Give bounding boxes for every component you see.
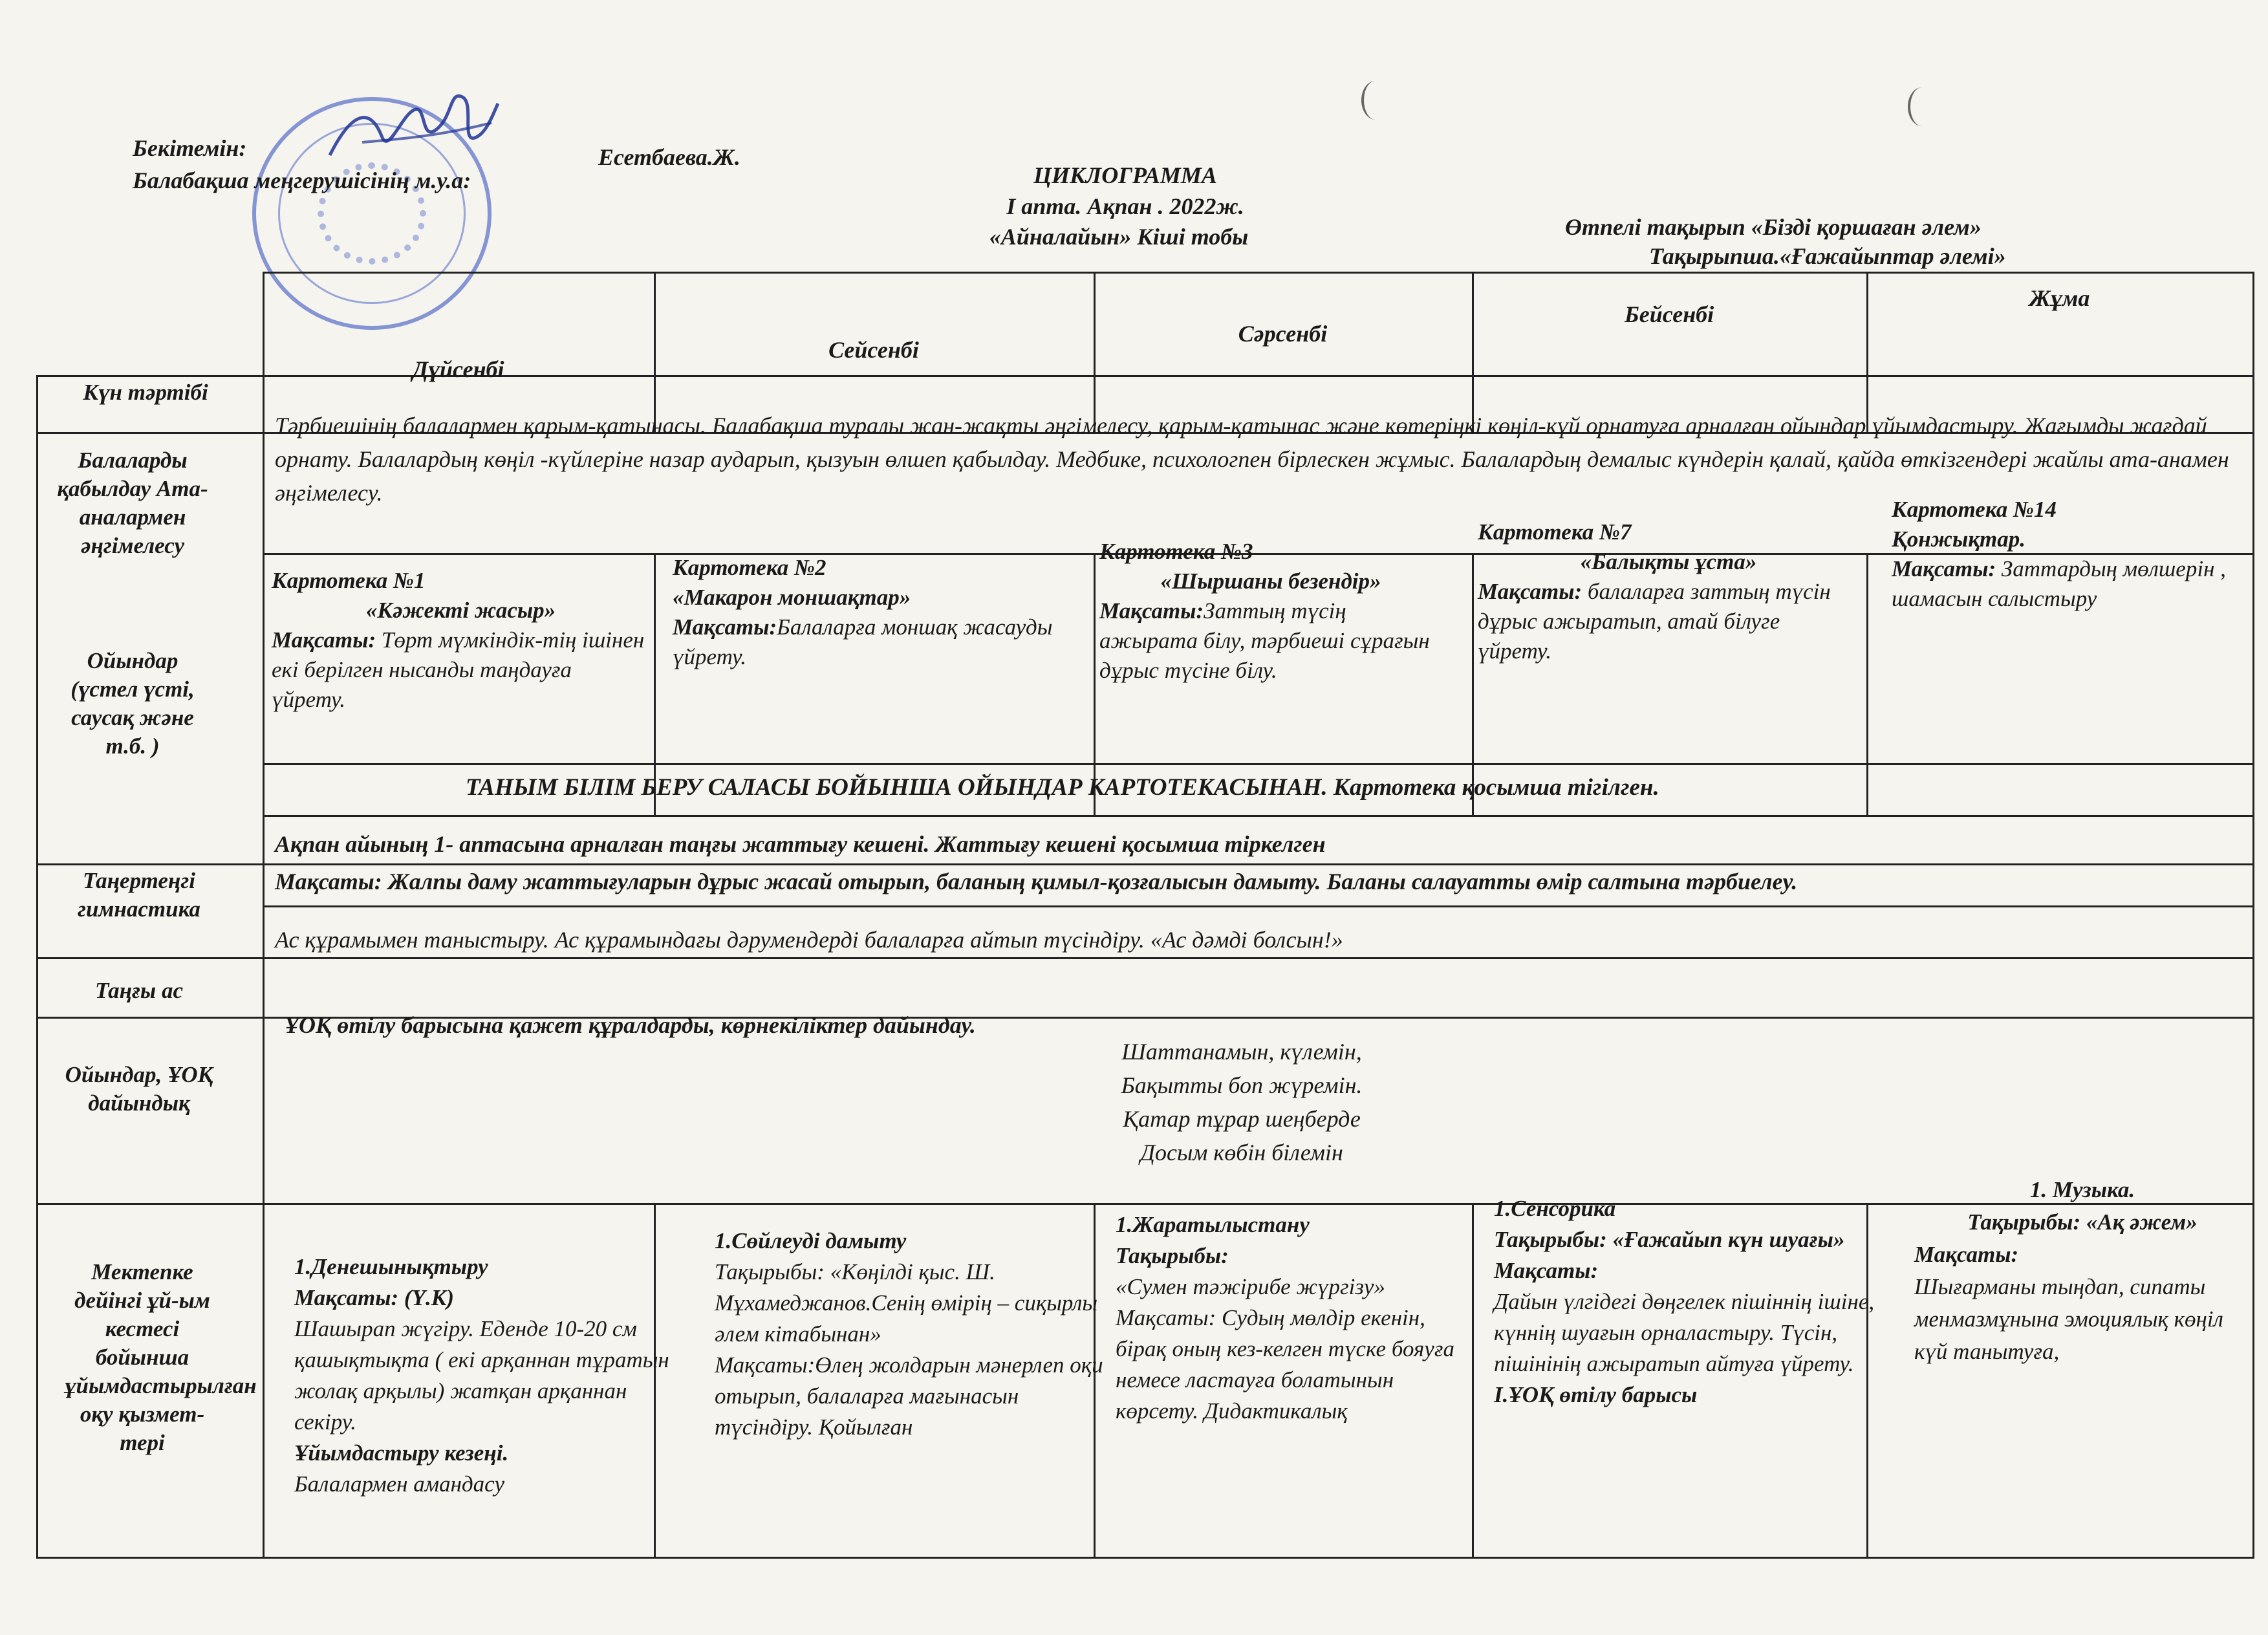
card-goal-label: Мақсаты: xyxy=(272,627,376,653)
punch-hole xyxy=(1908,87,1936,126)
poem-line: Қатар тұрар шеңберде xyxy=(1123,1106,1361,1132)
card-name: «Балықты ұста» xyxy=(1580,549,1757,574)
lesson-monday xyxy=(294,1251,676,1500)
lesson-wednesday xyxy=(1116,1209,1468,1427)
lesson-line: Мақсаты: (Ү.К) xyxy=(294,1285,455,1310)
routine-header: Күн тәртібі xyxy=(83,380,208,405)
poem xyxy=(1048,1035,1436,1169)
gym-text-2: Мақсаты: Жалпы даму жаттығуларын дұрыс жасай отырып, баланың қимыл-қозғалысын дамыту. Баланы салауатты өмір салтына тәрбиелеу. xyxy=(275,869,1798,894)
reception-label: Балаларды қабылдау Ата-аналармен әңгімелесу xyxy=(57,448,208,558)
lesson-line: Тақырыбы: «Ақ әжем» xyxy=(1967,1209,2198,1235)
lesson-line: Ұйымдастыру кезеңі. xyxy=(294,1440,509,1466)
card-title: Картотека №7 xyxy=(1478,519,1632,545)
poem-line: Бақытты боп жүремін. xyxy=(1121,1072,1363,1098)
card-title: Картотека №14 xyxy=(1892,497,2057,522)
card-goal: Төрт мүмкіндік-тің ішінен екі берілген нысанды таңдауға үйрету. xyxy=(272,627,645,712)
day-header-monday: Дүйсенбі xyxy=(412,356,504,382)
lesson-tuesday xyxy=(715,1226,1116,1443)
lesson-line: Тақырыбы: «Көңілді қыс. Ш. Мұхамеджанов.Сенің өмірің – сиқырлы әлем кітабынан» xyxy=(715,1259,1098,1347)
game-card-5 xyxy=(1892,495,2251,614)
games-label: Ойындар (үстел үсті, саусақ және т.б. ) xyxy=(70,648,195,759)
head-name: Есетбаева.Ж. xyxy=(598,144,740,170)
game-card-3 xyxy=(1099,537,1442,686)
card-title: Картотека №2 xyxy=(673,555,826,580)
lesson-friday xyxy=(1914,1174,2251,1368)
games-banner: ТАНЫМ БІЛІМ БЕРУ САЛАСЫ БОЙЫНША ОЙЫНДАР КАРТОТЕКАСЫНАН. Картотека қосымша тігілген. xyxy=(466,774,1659,801)
card-goal-label: Мақсаты: xyxy=(1099,598,1204,623)
card-goal-label: Мақсаты: xyxy=(1478,579,1582,604)
lesson-line: Мақсаты: Судың мөлдір екенін, бірақ оның кез-келген түске бояуға немесе ластауға болатынын көрсету. Дидактикалық xyxy=(1116,1305,1454,1424)
lesson-line: Шашырап жүгіру. Еденде 10-20 см қашықтықта ( екі арқаннан тұратын жолақ арқылы) жатқан арқаннан секіру. xyxy=(294,1316,669,1435)
lesson-title: 1.Сенсорика xyxy=(1494,1196,1616,1221)
gym-label: Таңертеңгі гимнастика xyxy=(78,868,200,922)
lesson-title: 1.Сөйлеуді дамыту xyxy=(715,1228,907,1253)
lesson-title: 1.Жаратылыстану xyxy=(1116,1212,1310,1237)
group-line: «Айналайын» Кіші тобы xyxy=(989,224,1249,250)
lesson-line: Тақырыбы: «Ғажайып күн шуағы» xyxy=(1494,1227,1845,1252)
reception-text: Тәрбиешінің балалармен қарым-қатынасы. Балабақша туралы жан-жақты әңгімелесу, қарым-қатынас және көтеріңкі көңіл-күй орнатуға арналған ойындар ұйымдастыру. Жағымды жағдай орнату. Балалардың көңіл -күйлеріне назар аударып, қызуын өлшеп қабылдау. Медбике, психологпен бірлескен жұмыс. Балалардың демалыс күндерін қалай, қайда өткізгендері жайлы ата-анамен әңгімелесу. xyxy=(275,413,2229,506)
lesson-line: «Сумен тәжірибе жүргізу» xyxy=(1116,1274,1385,1299)
lessons-label: Мектепке дейінгі ұй-ым кестесі бойынша ұйымдастырылған оқу қызмет-тері xyxy=(65,1259,257,1455)
lesson-thursday xyxy=(1494,1193,1875,1411)
card-name: «Макарон моншақтар» xyxy=(673,585,911,610)
card-goal: Балаларға моншақ жасауды үйрету. xyxy=(673,614,1053,669)
breakfast-label: Таңғы ас xyxy=(94,978,184,1003)
game-card-1 xyxy=(272,566,650,715)
punch-hole xyxy=(1361,81,1390,120)
lesson-title: 1.Денешынықтыру xyxy=(294,1254,488,1279)
lesson-line: I.ҰОҚ өтілу барысы xyxy=(1494,1382,1698,1407)
lesson-line: Балалармен амандасу xyxy=(294,1471,504,1497)
lesson-line: Шығарманы тыңдап, сипаты менмазмұнына эмоциялық көңіл күй танытуға, xyxy=(1914,1274,2223,1364)
card-goal-label: Мақсаты: xyxy=(673,614,777,640)
lesson-line: Мақсаты: xyxy=(1914,1242,2019,1267)
day-header-wednesday: Сәрсенбі xyxy=(1238,321,1328,347)
day-header-thursday: Бейсенбі xyxy=(1624,301,1714,327)
doc-title: ЦИКЛОГРАММА xyxy=(1033,162,1217,188)
lesson-line: Мақсаты:Өлең жолдарын мәнерлеп оқи отырып, балаларға мағынасын түсіндіру. Қойылған xyxy=(715,1352,1103,1440)
theme-line: Өтпелі тақырып «Бізді қоршаған әлем» xyxy=(1565,214,1982,240)
card-name: Қонжықтар. xyxy=(1892,526,2025,552)
signature xyxy=(323,78,504,181)
prep-label: Ойындар, ҰОҚ дайындық xyxy=(65,1062,213,1116)
lesson-line: Дайын үлгідегі дөңгелек пішіннің ішіне, күннің шуағын орналастыру. Түсін, пішінінің ажыратып айтуға үйрету. xyxy=(1494,1289,1875,1376)
card-name: «Шыршаны безендір» xyxy=(1160,568,1381,594)
gym-text-1: Ақпан айының 1- аптасына арналған таңғы жаттығу кешені. Жаттығу кешені қосымша тіркелген xyxy=(275,831,1326,857)
lesson-line: Мақсаты: xyxy=(1494,1258,1599,1283)
approve-label: Бекітемін: xyxy=(133,135,247,161)
day-header-tuesday: Сейсенбі xyxy=(828,337,919,363)
card-goal: Заттың түсің ажырата білу, тәрбиеші сұрағын дұрыс түсіне білу. xyxy=(1099,598,1430,683)
head-line: Балабақша меңгерушісінің м.у.а: xyxy=(133,168,471,193)
lesson-title: 1. Музыка. xyxy=(2029,1177,2135,1202)
card-goal-label: Мақсаты: xyxy=(1892,556,1996,581)
prep-text: ҰОҚ өтілу барысына қажет құралдарды, көрнекіліктер дайындау. xyxy=(285,1012,976,1038)
game-card-2 xyxy=(673,553,1061,672)
card-goal: балаларға заттың түсін дұрыс ажыратып, атай білуге үйрету. xyxy=(1478,579,1831,664)
lesson-line: Тақырыбы: xyxy=(1116,1243,1229,1268)
day-header-friday: Жұма xyxy=(2029,285,2090,311)
card-goal: Заттардың мөлшерін , шамасын салыстыру xyxy=(1892,556,2226,611)
card-title: Картотека №3 xyxy=(1099,539,1253,564)
game-card-4 xyxy=(1478,517,1859,666)
poem-line: Досым көбін білемін xyxy=(1140,1140,1343,1165)
card-title: Картотека №1 xyxy=(272,568,426,593)
subtheme-line: Тақырыпша.«Ғажайыптар әлемі» xyxy=(1649,243,2006,269)
poem-line: Шаттанамын, күлемін, xyxy=(1121,1039,1362,1065)
week-line: I апта. Ақпан . 2022ж. xyxy=(1006,193,1244,219)
breakfast-text: Ас құрамымен таныстыру. Ас құрамындағы дәрумендерді балаларға айтып түсіндіру. «Ас дәмді болсын!» xyxy=(275,927,1343,953)
card-name: «Кәжекті жасыр» xyxy=(365,598,556,623)
